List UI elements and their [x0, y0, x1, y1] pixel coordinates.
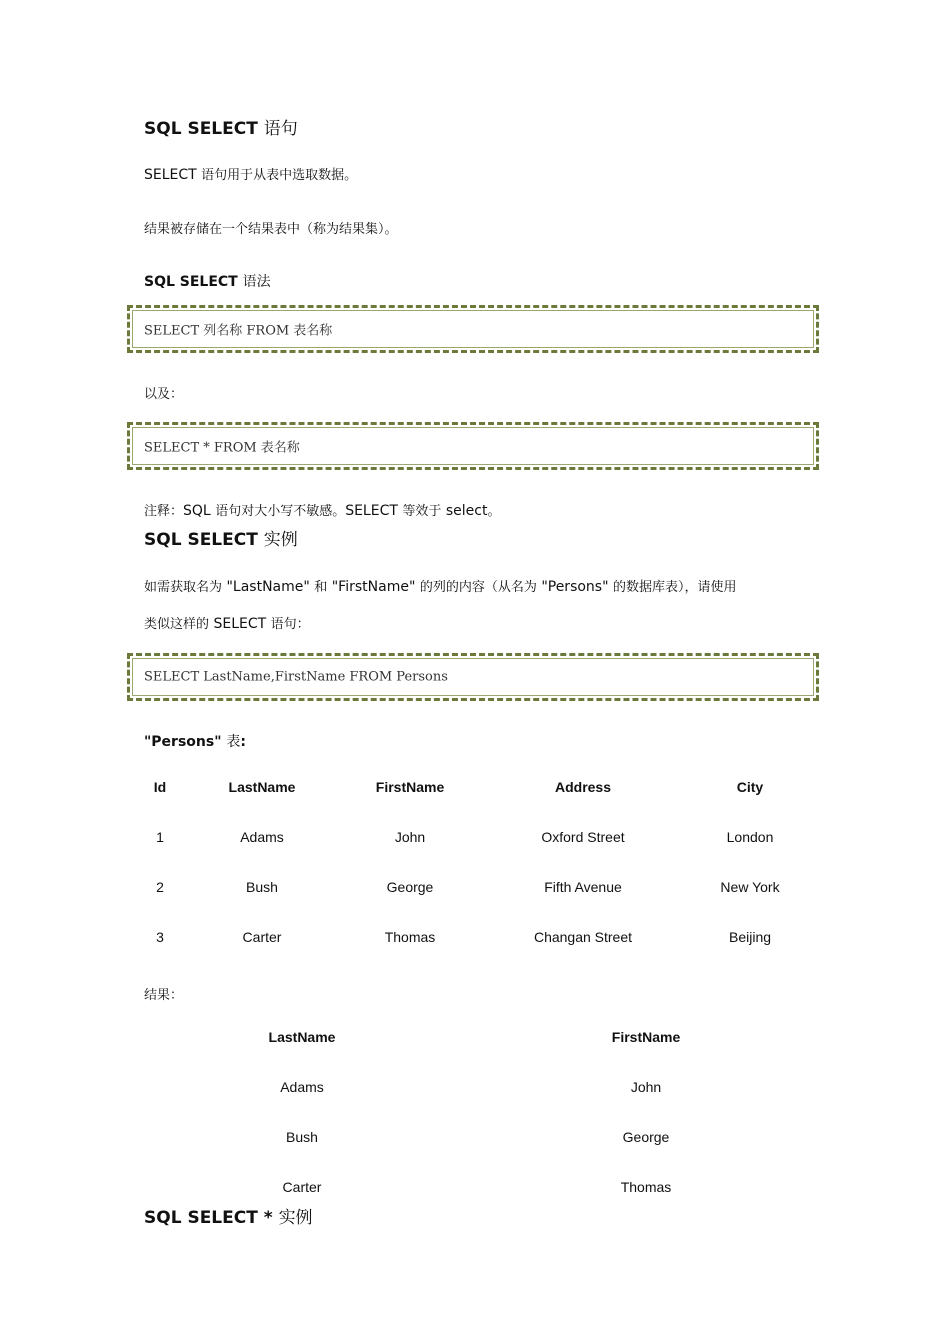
table-row: [127, 812, 823, 862]
table-cell: Thomas: [620, 1179, 672, 1195]
syntax-heading: SQL SELECT 语法: [144, 274, 271, 290]
page-title: SQL SELECT 语句: [144, 119, 298, 139]
result-set-paragraph: 结果被存储在一个结果表中（称为结果集）。: [144, 222, 398, 237]
table-cell: George: [622, 1129, 670, 1145]
persons-table: [127, 762, 823, 962]
table-cell: 1: [156, 829, 164, 845]
select-star-heading: SQL SELECT * 实例: [144, 1208, 313, 1228]
intro-paragraph: SELECT 语句用于从表中选取数据。: [144, 167, 358, 183]
column-header-lastname: LastName: [228, 779, 296, 795]
table-cell: New York: [720, 879, 780, 895]
table-cell: Oxford Street: [541, 829, 625, 845]
column-header-firstname: FirstName: [611, 1029, 681, 1045]
table-cell: Bush: [286, 1129, 318, 1145]
table-cell: Carter: [282, 1179, 322, 1195]
table-header-row: [131, 1012, 819, 1062]
table-cell: Changan Street: [533, 929, 633, 945]
table-cell: Fifth Avenue: [544, 879, 622, 895]
table-cell: 2: [156, 879, 164, 895]
table-row: [127, 862, 823, 912]
table-row: [131, 1062, 819, 1112]
example-paragraph-line1: 如需获取名为 "LastName" 和 "FirstName" 的列的内容（从名为 "Persons" 的数据库表），请使用: [144, 579, 737, 595]
syntax-code: SELECT 列名称 FROM 表名称: [144, 323, 333, 339]
column-header-firstname: FirstName: [375, 779, 445, 795]
table-header-row: [127, 762, 823, 812]
result-table: [131, 1012, 819, 1212]
column-header-lastname: LastName: [268, 1029, 336, 1045]
case-note: 注释：SQL 语句对大小写不敏感。SELECT 等效于 select。: [144, 503, 501, 519]
result-label: 结果：: [144, 988, 184, 1003]
table-row: [127, 912, 823, 962]
table-cell: Beijing: [728, 929, 772, 945]
column-header-address: Address: [554, 779, 612, 795]
syntax-star-code: SELECT * FROM 表名称: [144, 440, 300, 456]
table-cell: Adams: [240, 829, 284, 845]
syntax-code-box: [127, 305, 819, 353]
example-heading: SQL SELECT 实例: [144, 530, 298, 550]
table-cell: Bush: [246, 879, 278, 895]
column-header-city: City: [736, 779, 764, 795]
table-cell: John: [394, 829, 426, 845]
table-cell: John: [630, 1079, 662, 1095]
table-cell: London: [726, 829, 774, 845]
and-label: 以及：: [144, 387, 184, 402]
column-header-id: Id: [153, 779, 167, 795]
syntax-star-code-box: [127, 422, 819, 470]
example-code: SELECT LastName,FirstName FROM Persons: [144, 669, 448, 685]
example-code-box: [127, 653, 819, 701]
table-cell: Carter: [242, 929, 282, 945]
example-paragraph-line2: 类似这样的 SELECT 语句：: [144, 616, 310, 632]
persons-table-label: "Persons" 表:: [144, 734, 246, 750]
table-row: [131, 1112, 819, 1162]
table-cell: George: [386, 879, 434, 895]
table-cell: 3: [156, 929, 164, 945]
table-cell: Thomas: [384, 929, 436, 945]
table-cell: Adams: [280, 1079, 324, 1095]
